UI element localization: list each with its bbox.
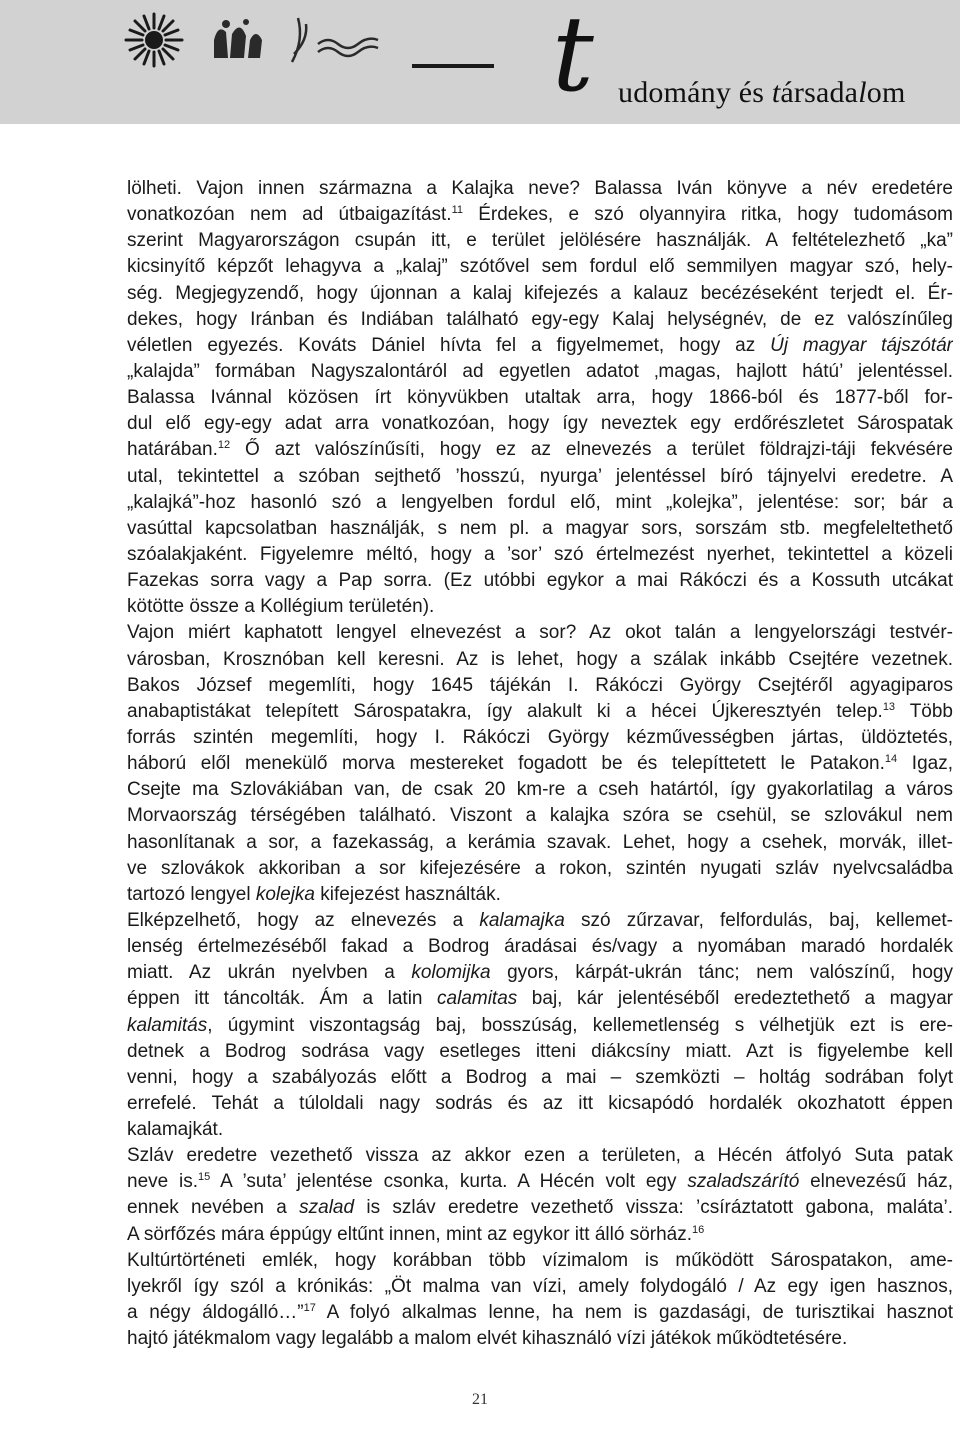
text-line: A sörfőzés mára éppúgy eltűnt innen, mint az egykor itt álló sörház.$^{16}$ — [127, 1223, 705, 1245]
text-line: éppen itt táncolták. Ám a latin calamitas baj, kár jelentéséből eredeztethető a magyar — [127, 988, 953, 1010]
header-rule — [412, 64, 494, 68]
text-line: Csejte ma Szlovákiában van, de csak 20 km-re a cseh határtól, így gyakorlatilag a város — [127, 779, 953, 801]
text-line: „kalajká”-hoz hasonló szó a lengyelben fordul elő, mint „kolejka”, jelentése: sor; bár a — [127, 491, 953, 513]
text-line: neve is.$^{15}$ A ’suta’ jelentése csonka, kurta. A Hécén volt egy szaladszárító elnevezésű ház, — [127, 1171, 953, 1193]
text-line: hajtó játékmalom vagy legalább a malom elvét kihasználó vízi játékok működtetésére. — [127, 1328, 848, 1350]
text-line: Vajon miért kaphatott lengyel elnevezést a sor? Az okot talán a lengyelországi testvér- — [127, 622, 953, 644]
text-line: Szláv eredetre vezethető vissza az akkor ezen a területen, a Hécén átfolyó Suta patak — [127, 1145, 953, 1167]
text-line: miatt. Az ukrán nyelvben a kolomijka gyors, kárpát-ukrán tánc; nem valószínű, hogy — [127, 962, 953, 984]
footnote-ref: 17 — [303, 1302, 316, 1315]
page-number: 21 — [472, 1391, 488, 1408]
feather-ornament-icon — [292, 18, 306, 62]
text-line: határában.$^{12}$ Ő azt valószínűsíti, hogy ez az elnevezés a terület földrajzi-táji fekvésére — [127, 439, 953, 461]
text-line: vonatkozóan nem ad útbaigazítást.$^{11}$ Érdekes, e szó olyannyira ritka, hogy tudomásom — [127, 204, 953, 226]
text-line: ve szlovákok akkoriban a sor kifejezésére a rokon, szintén nyugati szláv nyelvcsaládba — [127, 857, 953, 879]
text-line: vasúttal kapcsolatban használják, s nem pl. a magyar sors, sorszám stb. megfeleltethető — [127, 517, 953, 539]
footnote-ref: 12 — [217, 439, 231, 452]
text-line: Kultúrtörténeti emlék, hogy korábban több vízimalom is működött Sárospatakon, ame- — [127, 1249, 953, 1271]
text-line: kalamitás, úgymint viszontagság baj, bosszúság, kellemetlenség s vélhetjük ezt is ere- — [127, 1014, 953, 1036]
text-line: szerint Magyarországon csupán itt, e terület jelölésére használják. A feltételezhető „ka” — [127, 230, 953, 252]
article-body — [127, 176, 953, 1352]
text-line: kalamajkát. — [127, 1119, 224, 1141]
footnote-ref: 14 — [884, 753, 898, 766]
text-line: „kalajda” formában Nagyszalontáról ad egyetlen adatot ‚magas, hajlott hátú’ jelentéssel. — [127, 360, 953, 382]
text-line: háború elől menekülő morva mestereket fogadott be és telepíttetett le Patakon.$^{14}$ Igaz, — [127, 753, 953, 775]
text-line: Elképzelhető, hogy az elnevezés a kalamajka szó zűrzavar, felfordulás, baj, kellemet- — [127, 909, 953, 931]
text-line: ség. Megjegyzendő, hogy újonnan a kalaj kifejezés a kalauz becézéseként terjedt el. Ér- — [127, 282, 953, 304]
footnote-ref: 13 — [882, 700, 896, 713]
wave-ornament-icon — [318, 39, 378, 56]
text-line: Morvaország térségében található. Viszont a kalajka szóra se csehül, se szlovákul nem — [127, 805, 953, 827]
text-line: utal, tekintettel a szóban sejthető ’hosszú, nyurga’ jelentéssel bíró tájnyelvi eredetre. A — [127, 465, 953, 487]
section-initial: t — [552, 0, 594, 115]
text-line: hasonlítanak a sor, a fazekasság, a kerámia szavak. Lehet, hogy a csehek, morvák, illet- — [127, 831, 953, 853]
text-line: detnek a Bodrog sodrása vagy esetleges itteni diákcsíny miatt. Azt is figyelembe kell — [127, 1040, 953, 1062]
footnote-ref: 15 — [198, 1171, 211, 1184]
text-line: venni, hogy a szabályozás előtt a Bodrog a mai – szemközti – holtág sodrában folyt — [127, 1066, 953, 1088]
text-line: anabaptistákat telepített Sárospatakra, így alakult ki a hécei Újkeresztyén telep.$^{13}$ Több — [127, 700, 953, 722]
text-line: dekes, hogy Iránban és Indiában található egy-egy Kalaj helységnév, de ez valószínűleg — [127, 308, 953, 330]
text-line: tartozó lengyel kolejka kifejezést használták. — [127, 883, 501, 905]
text-line: a négy áldogálló…”$^{17}$ A folyó alkalmas lenne, ha nem is gazdasági, de turisztikai hasznot — [127, 1302, 953, 1324]
figures-ornament-icon — [214, 19, 262, 58]
footnote-ref: 11 — [451, 204, 463, 217]
text-line: lyekről így szól a krónikás: „Öt malma van vízi, amely folydogáló / Az egy igen hasznos, — [127, 1275, 953, 1297]
text-line: forrás szintén megemlíti, hogy I. Rákóczi György kézművességben jártas, üldöztetés, — [127, 726, 953, 748]
page-header — [0, 0, 960, 124]
header-ornament-icons — [122, 10, 382, 70]
text-line: véletlen egyezés. Kováts Dániel hívta fel a figyelmemet, hogy az Új magyar tájszótár — [127, 334, 953, 356]
text-line: lölheti. Vajon innen származna a Kalajka neve? Balassa Iván könyve a név eredetére — [127, 178, 953, 199]
text-line: városban, Krosznóban kell keresni. Az is lehet, hogy a szálak inkább Csejtére vezetnek. — [127, 648, 953, 670]
text-line: dul elő egy-egy adat arra vonatkozóan, hogy így neveztek egy erdőrészletet Sárospatak — [127, 413, 953, 435]
footnote-ref: 16 — [692, 1223, 705, 1236]
text-line: kicsinyítő képzőt lehagyva a „kalaj” szótővel sem fordul elő semmilyen magyar szó, hely- — [127, 256, 953, 278]
text-line: errefelé. Tehát a túloldali nagy sodrás és az itt kicsapódó hordalék okozhatott éppen — [127, 1092, 953, 1114]
text-line: kötötte össze a Kollégium területén). — [127, 596, 435, 618]
sun-ornament-icon — [126, 14, 182, 66]
text-line: Balassa Ivánnal közösen írt könyvükben utaltak arra, hogy 1866-ból és 1877-ből for- — [127, 387, 953, 409]
text-line: lenség értelmezéséből fakad a Bodrog áradásai és/vagy a nyomában maradó hordalék — [127, 936, 953, 958]
text-line: szóalakjaként. Figyelemre méltó, hogy a ’sor’ szó értelmezést nyerhet, tekintettel a közeli — [127, 543, 953, 565]
text-line: Bakos József megemlíti, hogy 1645 tájékán I. Rákóczi György Csejtéről agyagiparos — [127, 674, 953, 696]
text-line: ennek nevében a szalad is szláv eredetre vezethető vissza: ’csíráztatott gabona, maláta’. — [127, 1197, 953, 1219]
text-line: Fazekas sorra vagy a Pap sorra. (Ez utóbbi egykor a mai Rákóczi és a Kossuth utcákat — [127, 570, 953, 592]
section-title: udomány és társadalom — [618, 76, 906, 109]
